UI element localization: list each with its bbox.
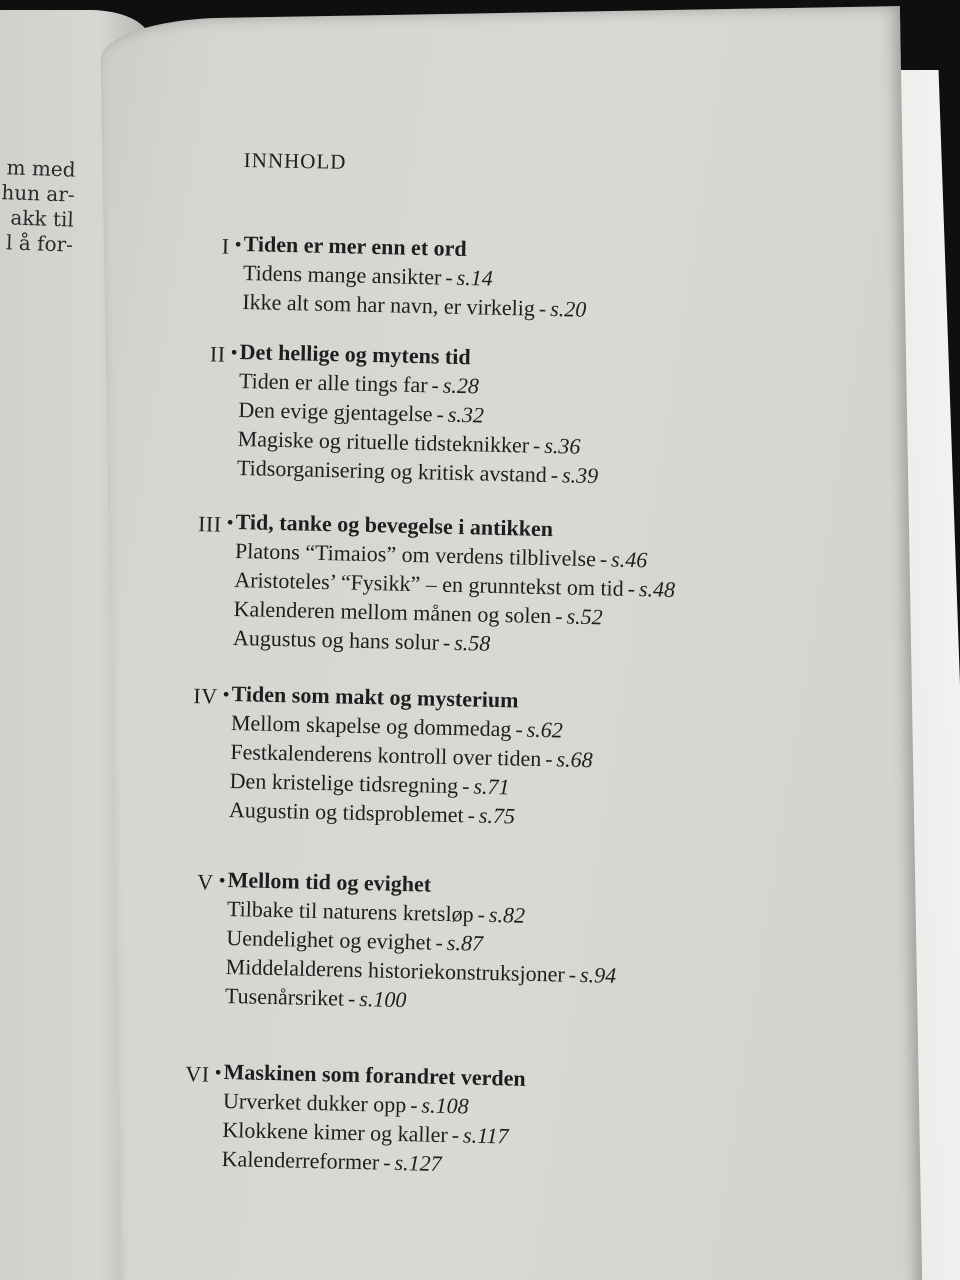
entry-title: Tusenårsriket — [224, 982, 345, 1011]
entry-separator: - — [435, 929, 444, 955]
chapter-title: Tid, tanke og bevegelse i antikken — [235, 508, 554, 542]
entry-page: s.117 — [462, 1122, 509, 1149]
entry-page: s.68 — [556, 746, 593, 773]
entry-page: s.127 — [394, 1149, 442, 1176]
left-page-line: hun ar- — [1, 180, 76, 207]
entry-separator: - — [599, 546, 608, 572]
left-page-line: m med — [6, 155, 76, 182]
toc-heading: INNHOLD — [243, 148, 347, 174]
entry-separator: - — [451, 1122, 460, 1148]
entry-separator: - — [555, 603, 563, 629]
bullet-icon: • — [214, 1061, 222, 1084]
entry-page: s.20 — [549, 295, 587, 322]
entry-title: Klokkene kimer og kaller — [222, 1116, 449, 1148]
entry-separator: - — [544, 746, 553, 772]
chapter-title: Tiden er mer enn et ord — [243, 230, 467, 262]
entry-title: Festkalenderens kontroll over tiden — [230, 738, 542, 772]
left-page-line: akk til — [10, 205, 75, 232]
chapter-4 — [193, 680, 872, 838]
chapter-title: Mellom tid og evighet — [227, 866, 432, 897]
entry-page: s.82 — [488, 901, 526, 928]
entry-separator: - — [382, 1149, 391, 1175]
entry-separator: - — [538, 295, 547, 321]
entry-title: Den evige gjentagelse — [238, 396, 433, 427]
entry-separator: - — [568, 961, 577, 987]
bullet-icon: • — [230, 341, 238, 364]
entry-page: s.14 — [456, 264, 494, 291]
chapter-numeral: I — [221, 233, 230, 259]
entry-page: s.32 — [447, 401, 485, 428]
entry-title: Ikke alt som har navn, er virkelig — [242, 288, 536, 321]
chapter-2 — [209, 338, 880, 496]
left-page-line: l å for- — [5, 230, 74, 257]
entry-title: Tidsorganisering og kritisk avstand — [236, 454, 548, 487]
entry-separator: - — [627, 575, 636, 602]
entry-page: s.36 — [544, 432, 581, 459]
entry-separator: - — [467, 802, 476, 828]
chapter-numeral: II — [209, 341, 226, 367]
entry-separator: - — [347, 985, 356, 1011]
entry-title: Uendelighet og evighet — [226, 924, 432, 955]
entry-page: s.75 — [478, 802, 516, 829]
entry-page: s.52 — [566, 603, 603, 630]
chapter-numeral: V — [196, 869, 214, 895]
entry-separator: - — [461, 773, 470, 799]
entry-title: Mellom skapelse og dommedag — [230, 709, 512, 742]
entry-separator: - — [436, 401, 445, 427]
entry-title: Den kristelige tidsregning — [229, 767, 459, 799]
entry-title: Tiden er alle tings far — [238, 367, 428, 398]
chapter-title: Det hellige og mytens tid — [239, 338, 471, 370]
bullet-icon: • — [226, 511, 234, 534]
bullet-icon: • — [234, 233, 242, 256]
entry-title: Platons “Timaios” om verdens tilblivelse — [234, 537, 597, 572]
entry-separator: - — [550, 462, 559, 488]
chapter-numeral: IV — [193, 683, 218, 709]
entry-title: Urverket dukker opp — [222, 1087, 407, 1118]
entry-page: s.28 — [442, 372, 480, 399]
entry-separator: - — [445, 264, 453, 290]
chapter-3 — [197, 508, 876, 666]
entry-separator: - — [477, 901, 486, 927]
entry-page: s.58 — [454, 629, 491, 656]
entry-page: s.94 — [579, 962, 617, 988]
entry-title: Kalenderen mellom månen og solen — [233, 595, 552, 629]
entry-title: Augustin og tidsproblemet — [228, 796, 464, 828]
entry-page: s.48 — [638, 576, 676, 602]
chapter-numeral: VI — [185, 1061, 210, 1087]
entry-page: s.87 — [446, 929, 484, 956]
entry-separator: - — [442, 629, 451, 655]
entry-page: s.62 — [526, 716, 564, 743]
chapter-numeral: III — [197, 511, 222, 537]
entry-title: Tidens mange ansikter — [242, 259, 442, 290]
chapter-title: Maskinen som forandret verden — [223, 1058, 526, 1091]
entry-separator: - — [532, 432, 541, 458]
entry-page: s.108 — [421, 1092, 469, 1119]
bullet-icon: • — [218, 869, 226, 892]
entry-title: Augustus og hans solur — [232, 624, 440, 655]
chapter-1 — [221, 230, 884, 330]
entry-separator: - — [515, 716, 524, 742]
entry-title: Middelalderens historiekonstruksjoner — [225, 953, 566, 987]
entry-page: s.71 — [473, 773, 510, 800]
entry-title: Tilbake til naturens kretsløp — [226, 895, 474, 927]
entry-page: s.46 — [610, 546, 648, 573]
entry-page: s.39 — [561, 462, 599, 489]
chapter-6 — [185, 1058, 863, 1187]
entry-title: Kalenderreformer — [221, 1145, 380, 1175]
entry-separator: - — [431, 372, 440, 398]
chapter-title: Tiden som makt og mysterium — [231, 680, 519, 713]
entry-title: Magiske og rituelle tidsteknikker — [237, 425, 530, 458]
entry-separator: - — [409, 1092, 418, 1118]
bullet-icon: • — [222, 683, 230, 706]
entry-title: Aristoteles’ “Fysikk” – en grunntekst om tid — [234, 566, 624, 601]
chapter-5 — [196, 866, 868, 1024]
entry-page: s.100 — [359, 986, 407, 1013]
